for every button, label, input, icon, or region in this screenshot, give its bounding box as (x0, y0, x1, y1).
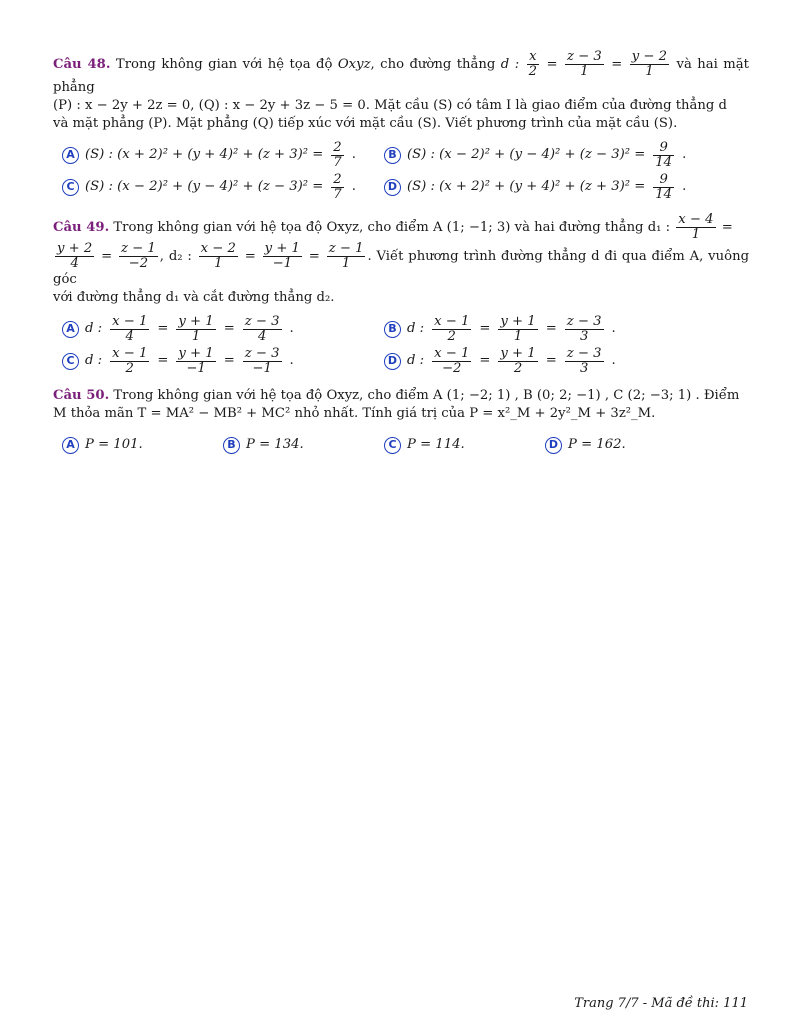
option-b[interactable]: B d : $\frac{x - 1}{2}$ = $\frac{y + 1}{1}$ = $\frac{z - 3}{3}$ . (384, 315, 706, 344)
question-text: Trong không gian với hệ tọa độ Oxyz, cho điểm A (1; −1; 3) và hai đường thẳng d₁ : (109, 220, 675, 235)
option-c[interactable]: C (S) : (x − 2)² + (y − 4)² + (z − 3)² = $\frac{2}{7}$ . (62, 173, 384, 202)
question-text: Trong không gian với hệ tọa độ (110, 57, 338, 72)
question-text: , cho đường thẳng (370, 57, 501, 72)
answer-options (62, 313, 749, 377)
option-letter: C (62, 179, 79, 196)
question-text: . Viết phương trình đường thẳng d đi qua điểm A, vuông góc (53, 249, 750, 287)
option-letter: C (384, 437, 401, 454)
fraction: $\frac{z - 3}{1}$ (566, 49, 602, 79)
option-letter: B (223, 437, 240, 454)
question-number: Câu 48. (53, 57, 111, 72)
option-b[interactable]: B P = 134. (223, 436, 384, 454)
option-a[interactable]: A d : $\frac{x - 1}{4}$ = $\frac{y + 1}{1}$ = $\frac{z - 3}{4}$ . (62, 315, 384, 344)
fraction: $\frac{y + 1}{-1}$ (264, 241, 300, 271)
question-49: Câu 49. Trong không gian với hệ tọa độ Oxyz, cho điểm A (1; −1; 3) và hai đường thẳng d₁ : $\frac{x - 4}{1}$ = $\frac{y + 2}{4}$ = $\frac{z - 1}{-2}$ , d₂ : $\frac{x - 2}{1}$ = $\frac{y + 1}{-1}$ = $\frac{z - 1}{1}$ . Viết phương trình đường thẳng d đi qua điểm A, vuông góc với đường thẳng d₁ và cắt đường thẳng d₂. A d : $\frac{x - 1}{4}$ = $\frac{y + 1}{1}$ = $\frac{z - 3}{4}$ . B d : $\frac{x - 1}{2}$ = $\frac{y + 1}{1}$ = $\frac{z - 3}{3}$ . C d : $\frac{x - 1}{2}$ = $\frac{y + 1}{-1}$ = $\frac{z - 3}{-1}$ . D d : $\frac{x - 1}{-2}$ = $\frac{y + 1}{2}$ = $\frac{z - 3}{3}$ . (53, 212, 750, 376)
math-text: Oxyz (337, 57, 371, 72)
question-number: Câu 50. (53, 388, 110, 403)
question-text: và hai mặt phẳng (53, 57, 749, 95)
fraction: $\frac{y - 2}{1}$ (631, 49, 668, 79)
option-a[interactable]: A P = 101. (62, 436, 223, 454)
option-a[interactable]: A (S) : (x + 2)² + (y + 4)² + (z + 3)² = $\frac{2}{7}$ . (62, 141, 384, 170)
page-footer: Trang 7/7 - Mã đề thi: 111 (574, 996, 748, 1011)
option-letter: B (384, 147, 401, 164)
option-letter: D (384, 179, 401, 196)
question-text: M thỏa mãn T = MA² − MB² + MC² nhỏ nhất. Tính giá trị của P = x²_M + 2y²_M + 3z²_M. (53, 406, 656, 421)
option-letter: B (384, 321, 401, 338)
question-number: Câu 49. (53, 220, 110, 235)
fraction: $\frac{x}{2}$ (528, 49, 537, 79)
option-letter: D (384, 353, 401, 370)
math-text: d : (500, 57, 525, 72)
option-c[interactable]: C P = 114. (384, 436, 545, 454)
question-text: với đường thẳng d₁ và cắt đường thẳng d₂. (53, 290, 335, 305)
option-d[interactable]: D P = 162. (545, 436, 706, 454)
option-d[interactable]: D (S) : (x + 2)² + (y + 4)² + (z + 3)² = $\frac{9}{14}$ . (384, 173, 706, 202)
question-48: Câu 48. Trong không gian với hệ tọa độ Oxyz, cho đường thẳng d : $\frac{x}{2}$ = $\frac{z - 3}{1}$ = $\frac{y - 2}{1}$ và hai mặt phẳng (P) : x − 2y + 2z = 0, (Q) : x − 2y + 3z − 5 = 0. Mặt cầu (S) có tâm I là giao điểm của đường thẳng d và mặt phẳng (P). Mặt phẳng (Q) tiếp xúc với mặt cầu (S). Viết phương trình của mặt cầu (S). A (S) : (x + 2)² + (y + 4)² + (z + 3)² = $\frac{2}{7}$ . B (S) : (x − 2)² + (y − 4)² + (z − 3)² = $\frac{9}{14}$ . C (S) : (x − 2)² + (y − 4)² + (z − 3)² = $\frac{2}{7}$ . D (S) : (x + 2)² + (y + 4)² + (z + 3)² = $\frac{9}{14}$ . (53, 49, 749, 202)
question-text: và mặt phẳng (P). Mặt phẳng (Q) tiếp xúc với mặt cầu (S). Viết phương trình của mặt cầu (S). (53, 116, 678, 131)
option-letter: C (62, 353, 79, 370)
option-letter: D (545, 437, 562, 454)
option-letter: A (62, 147, 79, 164)
option-letter: A (62, 437, 79, 454)
option-d[interactable]: D d : $\frac{x - 1}{-2}$ = $\frac{y + 1}{2}$ = $\frac{z - 3}{3}$ . (384, 347, 706, 376)
exam-page (53, 50, 749, 471)
option-b[interactable]: B (S) : (x − 2)² + (y − 4)² + (z − 3)² = $\frac{9}{14}$ . (384, 141, 706, 170)
fraction: $\frac{x - 2}{1}$ (200, 241, 236, 271)
fraction: $\frac{x - 4}{1}$ (678, 212, 714, 242)
fraction: $\frac{z - 1}{-2}$ (121, 241, 156, 271)
question-text: Trong không gian với hệ tọa độ Oxyz, cho điểm A (1; −2; 1) , B (0; 2; −1) , C (2; −3; 1) . Điểm (109, 388, 740, 403)
answer-options (62, 139, 749, 203)
option-letter: A (62, 321, 79, 338)
question-text: (P) : x − 2y + 2z = 0, (Q) : x − 2y + 3z − 5 = 0. Mặt cầu (S) có tâm I là giao điểm của đường thẳng d (53, 98, 727, 113)
question-50 (53, 387, 749, 461)
option-c[interactable]: C d : $\frac{x - 1}{2}$ = $\frac{y + 1}{-1}$ = $\frac{z - 3}{-1}$ . (62, 347, 384, 376)
answer-options (62, 429, 749, 461)
fraction: $\frac{z - 1}{1}$ (328, 241, 364, 271)
fraction: $\frac{y + 2}{4}$ (57, 241, 93, 271)
